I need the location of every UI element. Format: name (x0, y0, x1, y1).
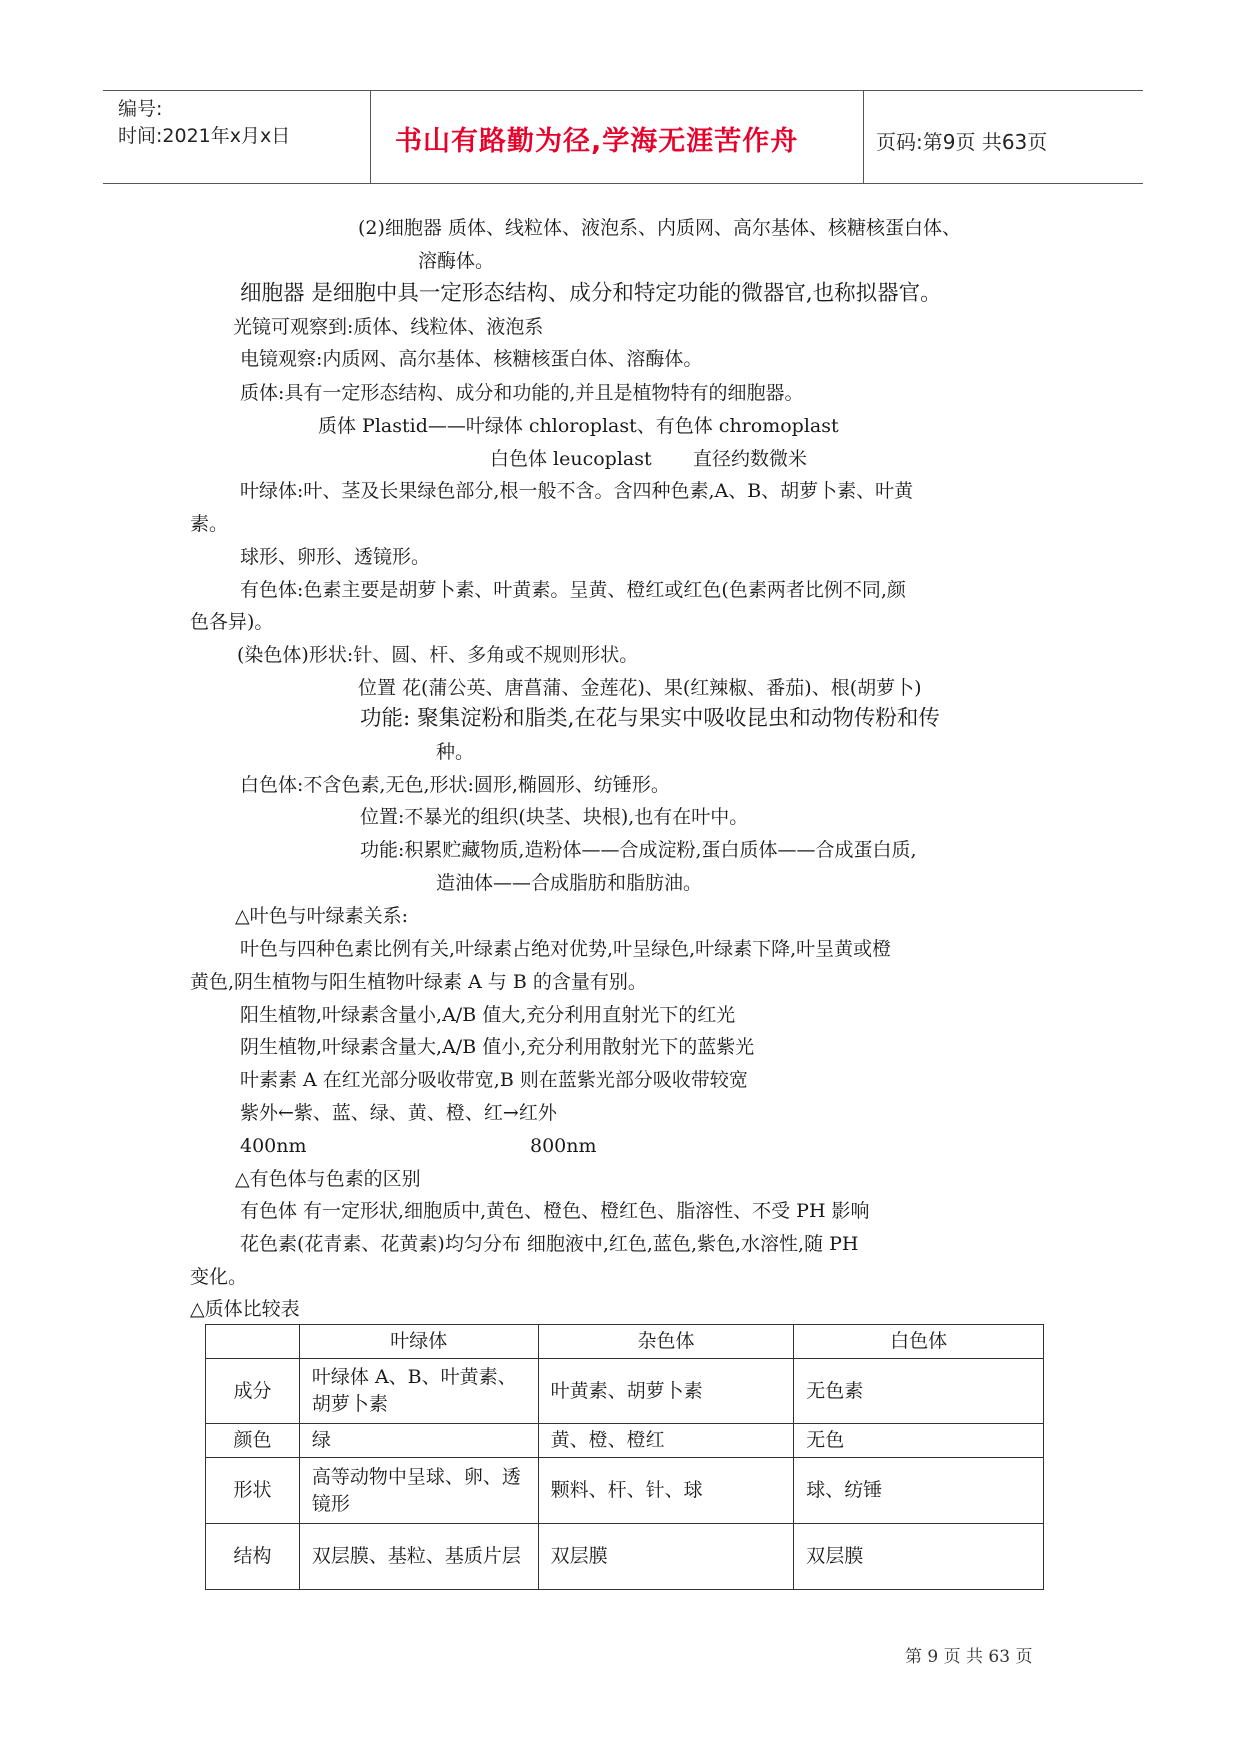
row-label: 形状 (206, 1458, 300, 1524)
text-line: 有色体:色素主要是胡萝卜素、叶黄素。呈黄、橙红或红色(色素两者比例不同,颜 (240, 579, 906, 601)
text-line: 叶绿体:叶、茎及长果绿色部分,根一般不含。含四种色素,A、B、胡萝卜素、叶黄 (240, 480, 914, 502)
text-line: 白色体 leucoplast (490, 448, 652, 470)
table-cell: 双层膜、基粒、基质片层 (299, 1524, 538, 1590)
document-number-label: 编号: (118, 98, 163, 120)
table-row (206, 1524, 1044, 1590)
text-line: 溶酶体。 (418, 250, 495, 272)
text-line: 叶色与四种色素比例有关,叶绿素占绝对优势,叶呈绿色,叶绿素下降,叶呈黄或橙 (240, 938, 892, 960)
table-cell: 无色 (794, 1424, 1044, 1458)
text-line: 阳生植物,叶绿素含量小,A/B 值大,充分利用直射光下的红光 (240, 1004, 736, 1026)
header-page-indicator: 页码:第9页 共63页 (876, 130, 1048, 154)
plastid-comparison-table (205, 1324, 1044, 1590)
table-header-cell: 白色体 (794, 1325, 1044, 1359)
text-line: 白色体:不含色素,无色,形状:圆形,椭圆形、纺锤形。 (240, 774, 670, 796)
text-line: 色各异)。 (190, 611, 274, 633)
table-header-cell (206, 1325, 300, 1359)
text-line: 造油体——合成脂肪和脂肪油。 (436, 872, 703, 894)
text-line: 直径约数微米 (693, 448, 808, 470)
text-line: 叶素素 A 在红光部分吸收带宽,B 则在蓝紫光部分吸收带较宽 (240, 1069, 748, 1091)
text-line: (染色体)形状:针、圆、杆、多角或不规则形状。 (237, 644, 639, 666)
table-cell: 双层膜 (794, 1524, 1044, 1590)
text-line: 质体:具有一定形态结构、成分和功能的,并且是植物特有的细胞器。 (240, 382, 804, 404)
text-line: 质体 Plastid——叶绿体 chloroplast、有色体 chromoplast (318, 415, 839, 437)
text-line: 光镜可观察到:质体、线粒体、液泡系 (233, 316, 544, 338)
header-motto: 书山有路勤为径,学海无涯苦作舟 (395, 126, 799, 157)
header-bottom-rule (103, 183, 1143, 184)
table-header-cell: 杂色体 (538, 1325, 794, 1359)
header-divider-left (370, 90, 371, 183)
table-header-row (206, 1325, 1044, 1359)
row-label: 结构 (206, 1524, 300, 1590)
table-header-cell: 叶绿体 (299, 1325, 538, 1359)
table-cell: 颗料、杆、针、球 (538, 1458, 794, 1524)
table-cell: 绿 (299, 1424, 538, 1458)
section-heading: △质体比较表 (190, 1298, 300, 1320)
document-time-label: 时间:2021年x月x日 (118, 125, 291, 147)
table-row (206, 1458, 1044, 1524)
text-line: △有色体与色素的区别 (235, 1168, 421, 1190)
table-row (206, 1359, 1044, 1424)
text-line: 位置:不暴光的组织(块茎、块根),也有在叶中。 (360, 806, 749, 828)
header-top-rule (103, 90, 1143, 91)
text-line: 功能:积累贮藏物质,造粉体——合成淀粉,蛋白质体——合成蛋白质, (360, 839, 917, 861)
header-divider-right (863, 90, 864, 183)
text-line: 阴生植物,叶绿素含量大,A/B 值小,充分利用散射光下的蓝紫光 (240, 1036, 755, 1058)
table-cell: 无色素 (794, 1359, 1044, 1424)
text-line: 400nm (240, 1135, 307, 1157)
table-cell: 双层膜 (538, 1524, 794, 1590)
text-line: 细胞器 是细胞中具一定形态结构、成分和特定功能的微器官,也称拟器官。 (240, 281, 942, 306)
text-line: 素。 (190, 513, 229, 535)
text-line: 紫外←紫、蓝、绿、黄、橙、红→红外 (240, 1102, 557, 1124)
text-line: 功能: 聚集淀粉和脂类,在花与果实中吸收昆虫和动物传粉和传 (360, 706, 940, 731)
text-line: △叶色与叶绿素关系: (235, 905, 409, 927)
text-line: 800nm (530, 1135, 597, 1157)
table-cell: 叶绿体 A、B、叶黄素、胡萝卜素 (299, 1359, 538, 1424)
table-cell: 黄、橙、橙红 (538, 1424, 794, 1458)
text-line: 种。 (436, 741, 475, 763)
table-row (206, 1424, 1044, 1458)
table-cell: 球、纺锤 (794, 1458, 1044, 1524)
row-label: 成分 (206, 1359, 300, 1424)
footer-page-number: 第 9 页 共 63 页 (905, 1647, 1033, 1667)
text-line: 电镜观察:内质网、高尔基体、核糖核蛋白体、溶酶体。 (240, 348, 703, 370)
text-line: 有色体 有一定形状,细胞质中,黄色、橙色、橙红色、脂溶性、不受 PH 影响 (240, 1200, 870, 1222)
text-line: 变化。 (190, 1266, 248, 1288)
table-cell: 叶黄素、胡萝卜素 (538, 1359, 794, 1424)
table-cell: 高等动物中呈球、卵、透镜形 (299, 1458, 538, 1524)
text-line: (2)细胞器 质体、线粒体、液泡系、内质网、高尔基体、核糖核蛋白体、 (358, 217, 961, 239)
text-line: 位置 花(蒲公英、唐菖蒲、金莲花)、果(红辣椒、番茄)、根(胡萝卜) (358, 677, 922, 699)
text-line: 花色素(花青素、花黄素)均匀分布 细胞液中,红色,蓝色,紫色,水溶性,随 PH (240, 1233, 859, 1255)
text-line: 黄色,阴生植物与阳生植物叶绿素 A 与 B 的含量有别。 (190, 971, 647, 993)
text-line: 球形、卵形、透镜形。 (240, 546, 431, 568)
row-label: 颜色 (206, 1424, 300, 1458)
